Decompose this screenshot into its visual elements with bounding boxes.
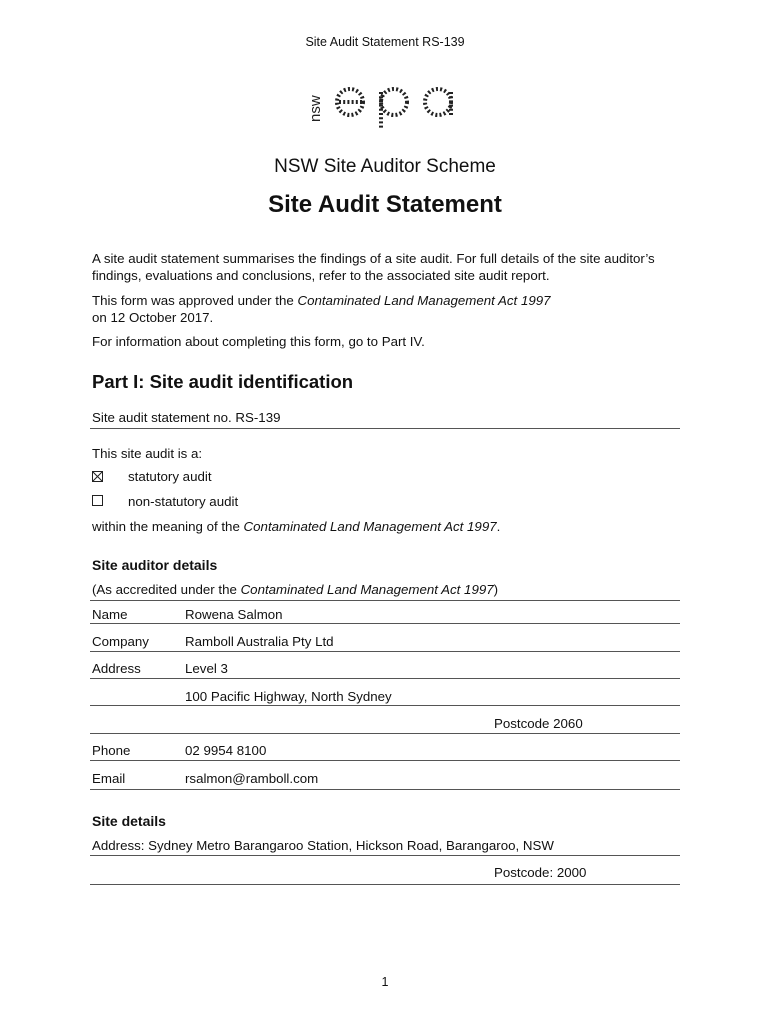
meaning-prefix: within the meaning of the bbox=[92, 519, 244, 534]
address-line-1: Level 3 bbox=[185, 661, 228, 676]
scheme-name: NSW Site Auditor Scheme bbox=[274, 156, 496, 177]
divider bbox=[90, 855, 680, 856]
document-title: Site Audit Statement bbox=[268, 191, 502, 218]
auditor-postcode: Postcode 2060 bbox=[494, 716, 583, 731]
intro-paragraph: A site audit statement summarises the findings of a site audit. For full details of the site auditor’s findings, evaluations and conclusions, refer to the associated site audit report. bbox=[92, 251, 655, 283]
approval-act: Contaminated Land Management Act 1997 bbox=[297, 293, 551, 308]
site-postcode: Postcode: 2000 bbox=[494, 865, 587, 880]
page-number: 1 bbox=[381, 975, 389, 989]
divider bbox=[90, 678, 680, 679]
svg-text:nsw: nsw bbox=[307, 95, 324, 122]
auditor-heading: Site auditor details bbox=[92, 557, 218, 573]
audit-type-label: This site audit is a: bbox=[92, 446, 203, 461]
accreditation-note bbox=[92, 582, 498, 597]
auditor-company: Ramboll Australia Pty Ltd bbox=[185, 634, 334, 649]
auditor-phone: 02 9954 8100 bbox=[185, 743, 267, 758]
divider bbox=[90, 789, 680, 790]
statement-number: Site audit statement no. RS-139 bbox=[92, 410, 281, 425]
non-statutory-audit-checkbox[interactable] bbox=[92, 495, 103, 506]
address-line-2: 100 Pacific Highway, North Sydney bbox=[185, 689, 392, 704]
divider bbox=[90, 884, 680, 885]
meaning-suffix: . bbox=[496, 519, 501, 534]
running-header: Site Audit Statement RS-139 bbox=[305, 35, 465, 49]
accredited-prefix: (As accredited under the bbox=[92, 582, 241, 597]
name-label: Name bbox=[92, 607, 128, 622]
divider bbox=[90, 760, 680, 761]
statutory-audit-label: statutory audit bbox=[128, 469, 212, 484]
non-statutory-audit-label: non-statutory audit bbox=[128, 494, 239, 509]
nsw-epa-logo bbox=[306, 78, 462, 130]
divider bbox=[90, 623, 680, 624]
divider bbox=[90, 428, 680, 429]
accredited-suffix: ) bbox=[493, 582, 499, 597]
meaning-act: Contaminated Land Management Act 1997 bbox=[243, 519, 497, 534]
email-label: Email bbox=[92, 771, 126, 786]
accredited-act: Contaminated Land Management Act 1997 bbox=[240, 582, 494, 597]
divider bbox=[90, 651, 680, 652]
phone-label: Phone bbox=[92, 743, 131, 758]
divider bbox=[90, 705, 680, 706]
part1-heading: Part I: Site audit identification bbox=[92, 371, 354, 392]
site-heading: Site details bbox=[92, 813, 166, 829]
site-address: Address: Sydney Metro Barangaroo Station, Hickson Road, Barangaroo, NSW bbox=[92, 838, 554, 853]
auditor-name: Rowena Salmon bbox=[185, 607, 283, 622]
auditor-email: rsalmon@ramboll.com bbox=[185, 771, 319, 786]
address-label: Address bbox=[92, 661, 141, 676]
approval-suffix: on 12 October 2017. bbox=[92, 310, 214, 325]
divider bbox=[90, 733, 680, 734]
statutory-audit-checkbox[interactable] bbox=[92, 471, 103, 482]
company-label: Company bbox=[92, 634, 149, 649]
meaning-statement bbox=[92, 519, 500, 534]
approval-prefix: This form was approved under the bbox=[92, 293, 298, 308]
divider bbox=[90, 600, 680, 601]
info-paragraph: For information about completing this form, go to Part IV. bbox=[92, 334, 425, 349]
approval-paragraph bbox=[92, 292, 682, 326]
